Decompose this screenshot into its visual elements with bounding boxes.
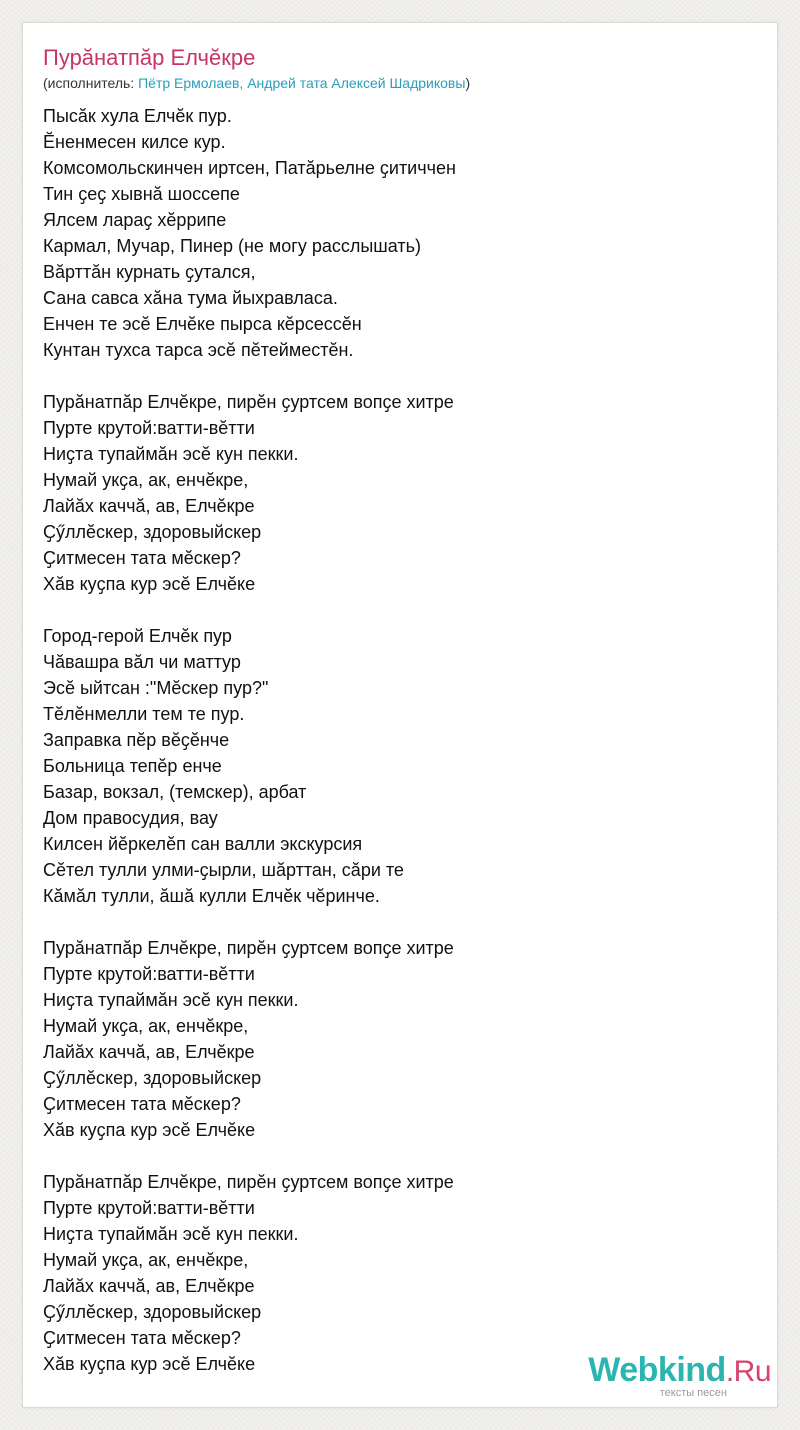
lyric-line: Кӑмӑл тулли, ӑшӑ кулли Елчӗк чӗринче. bbox=[43, 886, 380, 906]
logo-wordmark bbox=[588, 1353, 771, 1389]
logo-tagline: тексты песен bbox=[659, 1387, 727, 1399]
lyric-line: Чӑвашра вӑл чи маттур bbox=[43, 652, 241, 672]
lyric-line: Тин ҫеҫ хывнӑ шоссепе bbox=[43, 184, 240, 204]
lyric-line: Пурте крутой:ватти-вӗтти bbox=[43, 964, 255, 984]
lyric-line: Ялсем лараҫ хӗррипе bbox=[43, 210, 227, 230]
lyric-line: Тӗлӗнмелли тем те пур. bbox=[43, 704, 245, 724]
lyric-line: Вӑрттӑн курнать ҫутался, bbox=[43, 262, 256, 282]
lyric-line: Ҫӳллӗскер, здоровыйскер bbox=[43, 1302, 262, 1322]
lyric-line: Ҫӳллӗскер, здоровыйскер bbox=[43, 1068, 262, 1088]
lyric-line: Нумай укҫа, ак, енчӗкре, bbox=[43, 470, 249, 490]
webkind-logo bbox=[588, 1353, 771, 1399]
lyric-line: Енчен те эсӗ Елчӗке пырса кӗрсессӗн bbox=[43, 314, 362, 334]
lyric-line: Пысӑк хула Елчӗк пур. bbox=[43, 106, 232, 126]
logo-brand: Webkind bbox=[588, 1351, 726, 1389]
lyric-line: Ҫитмесен тата мӗскер? bbox=[43, 1094, 241, 1114]
lyrics-stanza bbox=[43, 623, 759, 909]
lyric-line: Пурте крутой:ватти-вӗтти bbox=[43, 418, 255, 438]
lyrics-stanza bbox=[43, 1169, 759, 1377]
lyrics-stanza bbox=[43, 935, 759, 1143]
lyrics-stanza bbox=[43, 103, 759, 363]
lyric-line: Больница тепӗр енче bbox=[43, 756, 222, 776]
lyric-line: Ҫӳллӗскер, здоровыйскер bbox=[43, 522, 262, 542]
lyric-line: Базар, вокзал, (темскер), арбат bbox=[43, 782, 307, 802]
lyric-line: Нумай укҫа, ак, енчӗкре, bbox=[43, 1016, 249, 1036]
lyric-line: Лайӑх каччӑ, ав, Елчӗкре bbox=[43, 1276, 255, 1296]
lyric-line: Сӗтел тулли улми-ҫырли, шӑрттан, сӑри те bbox=[43, 860, 404, 880]
lyric-line: Нумай укҫа, ак, енчӗкре, bbox=[43, 1250, 249, 1270]
performer-prefix: (исполнитель: bbox=[43, 75, 139, 91]
lyrics-card bbox=[22, 22, 778, 1408]
lyric-line: Хӑв куҫпа кур эсӗ Елчӗке bbox=[43, 1354, 256, 1374]
lyric-line: Эсӗ ыйтсан :"Мӗскер пур?" bbox=[43, 678, 269, 698]
lyric-line: Пурӑнатпӑр Елчӗкре, пирӗн ҫуртсем вопҫе хитре bbox=[43, 392, 454, 412]
lyric-line: Ҫитмесен тата мӗскер? bbox=[43, 1328, 241, 1348]
lyric-line: Комсомольскинчен иртсен, Патӑрьелне ҫитиччен bbox=[43, 158, 456, 178]
lyric-line: Кунтан тухса тарса эсӗ пӗтейместӗн. bbox=[43, 340, 354, 360]
lyric-line: Пурте крутой:ватти-вӗтти bbox=[43, 1198, 255, 1218]
lyric-line: Пурӑнатпӑр Елчӗкре, пирӗн ҫуртсем вопҫе хитре bbox=[43, 1172, 454, 1192]
lyric-line: Хӑв куҫпа кур эсӗ Елчӗке bbox=[43, 1120, 256, 1140]
lyric-line: Ниҫта тупаймӑн эсӗ кун пекки. bbox=[43, 1224, 299, 1244]
lyric-line: Дом правосудия, вау bbox=[43, 808, 218, 828]
lyrics-stanza bbox=[43, 389, 759, 597]
lyric-line: Ҫитмесен тата мӗскер? bbox=[43, 548, 241, 568]
lyric-line: Город-герой Елчӗк пур bbox=[43, 626, 232, 646]
lyrics-text bbox=[43, 103, 759, 1403]
performer-suffix: ) bbox=[465, 75, 471, 91]
performer-link[interactable]: Пётр Ермолаев, Андрей тата Алексей Шадриковы bbox=[138, 75, 466, 91]
lyric-line: Лайӑх каччӑ, ав, Елчӗкре bbox=[43, 1042, 255, 1062]
lyric-line: Хӑв куҫпа кур эсӗ Елчӗке bbox=[43, 574, 256, 594]
lyric-line: Заправка пӗр вӗҫӗнче bbox=[43, 730, 230, 750]
lyric-line: Пурӑнатпӑр Елчӗкре, пирӗн ҫуртсем вопҫе хитре bbox=[43, 938, 454, 958]
logo-tld: .Ru bbox=[725, 1355, 771, 1388]
lyric-line: Килсен йӗркелӗп сан валли экскурсия bbox=[43, 834, 363, 854]
lyric-line: Ниҫта тупаймӑн эсӗ кун пекки. bbox=[43, 444, 299, 464]
lyric-line: Ниҫта тупаймӑн эсӗ кун пекки. bbox=[43, 990, 299, 1010]
lyric-line: Лайӑх каччӑ, ав, Елчӗкре bbox=[43, 496, 255, 516]
lyric-line: Ӗненмесен килсе кур. bbox=[43, 132, 226, 152]
lyric-line: Кармал, Мучар, Пинер (не могу расслышать) bbox=[43, 236, 421, 256]
song-title: Пурӑнатпӑр Елчӗкре bbox=[43, 45, 256, 70]
performer-line bbox=[43, 73, 470, 93]
lyric-line: Сана савса хӑна тума йыхравласа. bbox=[43, 288, 338, 308]
